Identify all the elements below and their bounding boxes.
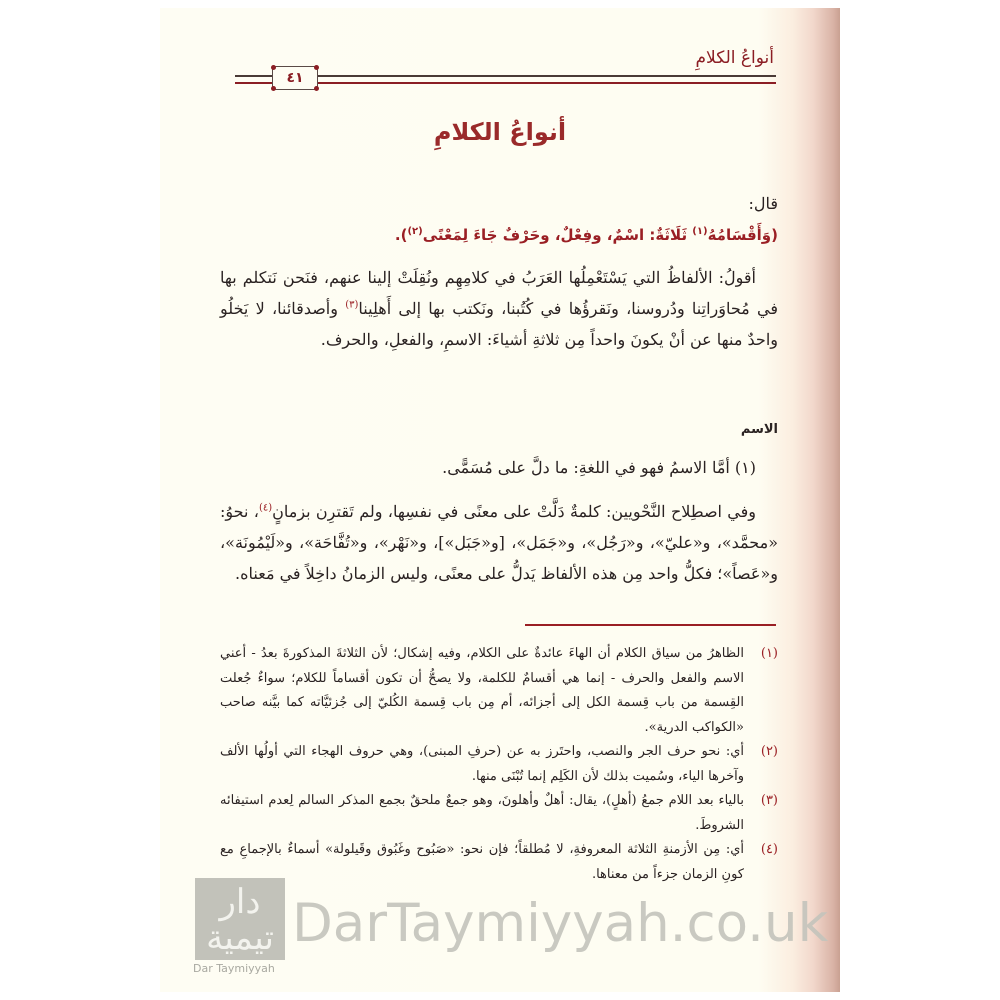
footnote-text: الظاهرُ من سياق الكلام أن الهاءَ عائدةٌ على الكلام، وفيه إشكال؛ لأن الثلاثةَ المذكورةَ بعدُ - أعني الاسم والفعل والحرف - إنما هي أقسامٌ للكلمة، ولا يصحُّ أن تكون أقساماً للكلام؛ سواءٌ جُعلت القِسمة من باب قِسمة الكل إلى أجزائه، أم مِن باب قِسمة الكُليّ إلى جُزئيَّاته كما بيَّنه صاحب «الكواكب الدرية».: [220, 646, 744, 735]
running-header-title: أنواعُ الكلامِ: [695, 48, 774, 68]
page-number-box: [272, 66, 318, 90]
footnote-text: بالياء بعد اللام جمعُ (أهلٍ)، يقال: أهلٌ وأهلونَ، وهو جمعٌ ملحقٌ بجمع المذكر السالم لِعدم استيفائه الشروطَ.: [220, 793, 744, 833]
commentary-paragraph-3: [220, 496, 778, 589]
footnote-item: [220, 642, 778, 740]
footnotes-section: [220, 642, 778, 887]
section-subheading: الاسم: [740, 422, 778, 437]
commentary-paragraph-1: [220, 262, 778, 355]
footnote-ref-2[interactable]: (٢): [407, 226, 423, 237]
matn-prefix: (وَأَقْسَامُهُ: [707, 226, 778, 244]
footnote-item: [220, 789, 778, 838]
publisher-logo-icon: [195, 878, 285, 960]
ornament-corner-icon: [271, 65, 276, 70]
footnote-separator: [525, 624, 776, 626]
footnote-item: [220, 740, 778, 789]
matn-suffix: ).: [394, 226, 408, 244]
paragraph-text: وأصدقائنا، لا يَخلُو واحدٌ منها عن أنْ يكونَ واحداً مِن ثلاثةِ أشياءَ: الاسمِ، والفعلِ، والحرف.: [220, 299, 778, 349]
matn-middle: ثَلَاثَةٌ: اسْمٌ، وفِعْلٌ، وحَرْفٌ جَاءَ لِمَعْنًى: [422, 226, 693, 244]
matn-text: [220, 220, 778, 251]
paragraph-text: ، نحوُ: «محمَّد»، و«عليّ»، و«رَجُل»، و«جَمَل»، [و«جَبَل»]، و«نَهْر»، و«تُفَّاحَة»، و«لَيْمُونَة»، و«عَصاً»؛ فكلُّ واحد مِن هذه الألفاظ يَدلُّ على معنًى، وليس الزمانُ داخِلاً في مَعناه.: [220, 502, 778, 583]
paragraph-text: وفي اصطِلاح النَّحْويين: كلمةٌ دَلَّتْ على معنًى في نفسِها، ولم تَقترِن بزمانٍ: [272, 502, 757, 521]
book-page: [160, 8, 840, 992]
footnote-text: أي: نحو حرف الجر والنصب، واحتَرز به عن (حرفِ المبنى)، وهي حروف الهجاء التي أولُها الألف وآخرها الياء، وسُميت بذلك لأن الكَلِم إنما تُبْنَى منها.: [220, 744, 744, 784]
footnote-number: (١): [760, 646, 778, 661]
ornament-corner-icon: [314, 65, 319, 70]
footnote-number: (٤): [760, 842, 778, 857]
ornament-corner-icon: [271, 86, 276, 91]
page-number: ٤١: [286, 70, 304, 86]
ornament-corner-icon: [314, 86, 319, 91]
footnote-ref-3[interactable]: (٣): [345, 299, 359, 311]
chapter-title: أنواعُ الكلامِ: [433, 118, 567, 146]
logo-arabic-calligraphy: دار تيمية: [206, 882, 274, 958]
footnote-text: أي: مِن الأزمنةِ الثلاثة المعروفةِ، لا مُطلقاً؛ فإن نحو: «صَبُوح وغَبُوق وقَيلولة» أسماءٌ بالإجماعِ مع كونِ الزمان جزءاً من معناها.: [220, 842, 744, 882]
footnote-ref-1[interactable]: (١): [692, 226, 708, 237]
footnote-ref-4[interactable]: (٤): [258, 502, 273, 514]
logo-caption: Dar Taymiyyah: [193, 962, 275, 975]
footnote-number: (٢): [760, 744, 778, 759]
watermark-site-url: DarTaymiyyah.co.uk: [292, 893, 829, 954]
qal-label: قال:: [748, 194, 778, 213]
commentary-paragraph-2: (١) أمَّا الاسمُ فهو في اللغةِ: ما دلَّ على مُسَمًّى.: [442, 458, 756, 477]
footnote-item: [220, 838, 778, 887]
paragraph-text: أقولُ: الألفاظُ التي يَسْتَعْمِلُها العَرَبُ في كلامِهِم ونُقِلَتْ إلينا عنهم، فنَحن نَتكلم بها في مُحاوَراتِنا ودُروسنا، ونَقرؤُها في كُتُبنا، ونَكتب بها إلى أَهلِينا: [220, 268, 778, 318]
footnote-number: (٣): [760, 793, 778, 808]
